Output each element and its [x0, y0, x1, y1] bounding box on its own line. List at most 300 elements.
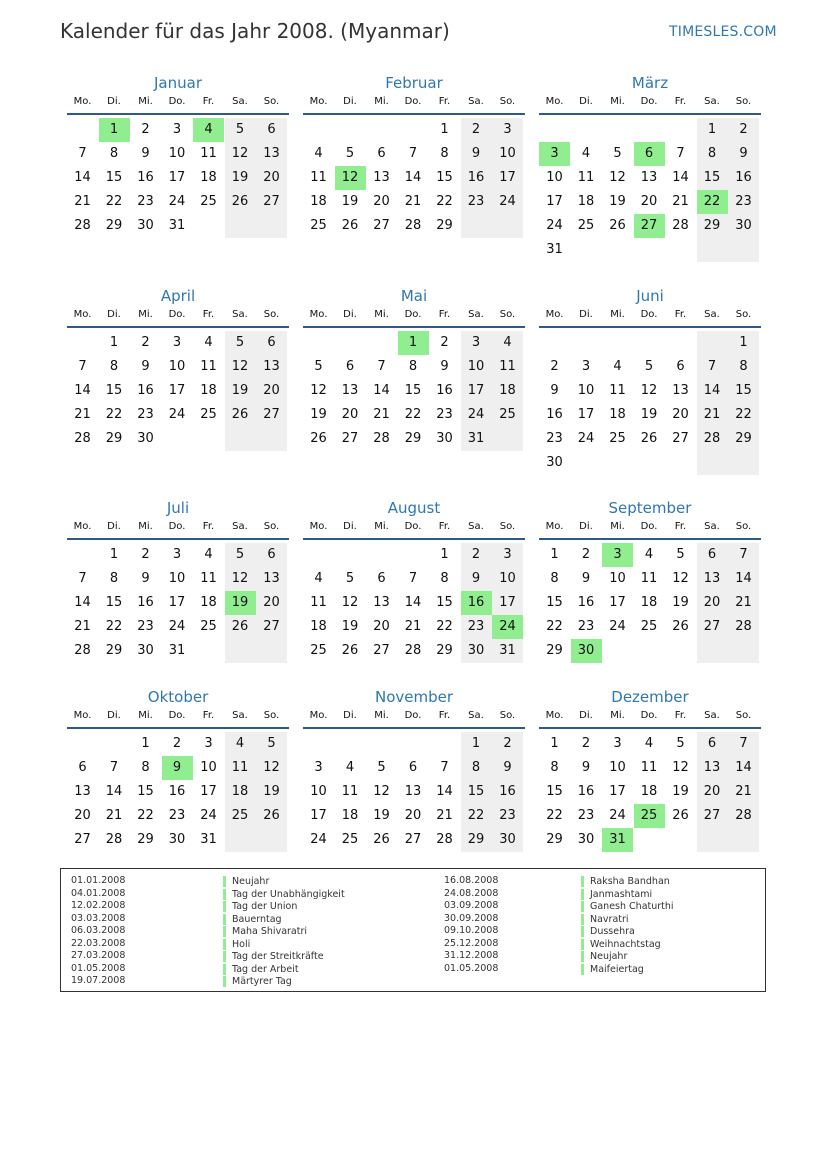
day-cell: 25 [310, 218, 327, 233]
day-cell: 9 [141, 359, 150, 374]
month-name: September [608, 499, 692, 517]
day-cell: 24 [461, 403, 492, 427]
day-cell: 3 [172, 547, 182, 562]
weekday-label: Sa. [704, 309, 720, 320]
day-cell: 9 [581, 571, 591, 586]
day-cell: 27 [74, 832, 91, 847]
day-cell: 24 [577, 431, 595, 446]
day-cell: 25 [577, 218, 595, 233]
day-cell: 5 [676, 547, 685, 562]
day-cell: 29 [404, 431, 422, 446]
day-cell: 7 [728, 732, 759, 756]
weekday-label: Sa. [468, 710, 484, 721]
day-cell: 12 [225, 355, 256, 379]
day-cell: 25 [640, 619, 658, 634]
day-cell: 16 [728, 166, 759, 190]
day-cell: 6 [377, 146, 386, 161]
day-cell: 11 [577, 170, 595, 185]
weekend-empty-cell [697, 331, 728, 355]
day-cell: 24 [168, 619, 186, 634]
day-cell: 12 [640, 383, 658, 398]
weekday-label: Fr. [202, 710, 215, 721]
weekday-label: Di. [579, 710, 593, 721]
day-cell: 18 [310, 194, 327, 209]
weekday-label: So. [499, 96, 516, 107]
day-cell: 9 [141, 146, 150, 161]
weekday-label: Sa. [468, 96, 484, 107]
holiday-name: Janmashtami [581, 889, 652, 900]
day-cell: 19 [225, 166, 256, 190]
weekday-label: Do. [404, 309, 422, 320]
day-cell: 14 [436, 784, 453, 799]
day-cell: 11 [341, 784, 359, 799]
weekend-empty-cell [728, 828, 759, 852]
day-cell: 5 [345, 146, 355, 161]
day-cell: 2 [492, 732, 523, 756]
day-cell: 18 [341, 808, 359, 823]
day-cell: 23 [728, 190, 759, 214]
day-cell: 2 [581, 736, 591, 751]
holiday-date: 25.12.2008 [444, 937, 499, 949]
day-cell: 29 [105, 431, 123, 446]
day-cell: 13 [672, 383, 689, 398]
day-cell: 21 [404, 194, 422, 209]
day-cell: 13 [373, 170, 390, 185]
weekend-empty-cell [256, 639, 287, 663]
weekday-header [539, 96, 761, 115]
holiday-day-cell: 4 [193, 118, 224, 142]
day-cell: 6 [408, 760, 418, 775]
weekday-label: Fr. [202, 96, 215, 107]
day-cell: 13 [256, 567, 287, 591]
day-cell: 28 [373, 431, 390, 446]
holiday-name: Tag der Arbeit [223, 964, 299, 975]
day-cell: 14 [404, 170, 422, 185]
weekday-label: Mi. [610, 309, 625, 320]
weekend-empty-cell [697, 639, 728, 663]
holiday-date: 24.08.2008 [444, 887, 499, 899]
weekday-label: Mi. [138, 96, 153, 107]
day-cell: 28 [74, 431, 91, 446]
day-cell: 20 [341, 407, 359, 422]
day-cell: 4 [644, 547, 654, 562]
day-cell: 2 [581, 547, 591, 562]
day-cell: 20 [256, 379, 287, 403]
day-cell: 13 [404, 784, 422, 799]
holiday-date: 27.03.2008 [71, 950, 126, 961]
holiday-day-cell: 9 [162, 756, 193, 780]
weekday-header [303, 309, 525, 328]
holiday-date: 22.03.2008 [71, 937, 126, 949]
day-cell: 11 [609, 383, 626, 398]
day-cell: 15 [436, 595, 453, 610]
day-cell: 9 [492, 756, 523, 780]
day-cell: 24 [546, 218, 563, 233]
weekend-empty-cell [225, 214, 256, 238]
day-cell: 2 [141, 122, 150, 137]
holiday-name: Weihnachtstag [581, 939, 661, 950]
day-cell: 7 [440, 760, 449, 775]
weekday-label: Mi. [374, 96, 389, 107]
day-cell: 7 [78, 146, 87, 161]
day-cell: 16 [577, 595, 595, 610]
day-cell: 31 [168, 643, 186, 658]
weekday-label: So. [735, 309, 752, 320]
day-cell: 22 [436, 194, 453, 209]
day-cell: 27 [256, 190, 287, 214]
weekday-label: So. [499, 521, 516, 532]
day-cell: 3 [461, 331, 492, 355]
day-cell: 17 [200, 784, 217, 799]
weekday-label: Mi. [138, 309, 153, 320]
day-cell: 18 [609, 407, 626, 422]
holiday-name: Tag der Unabhängigkeit [223, 889, 345, 900]
day-cell: 3 [492, 118, 523, 142]
weekday-header [67, 710, 289, 729]
day-cell: 3 [314, 760, 323, 775]
weekday-label: Sa. [704, 521, 720, 532]
day-cell: 22 [461, 804, 492, 828]
day-cell: 1 [440, 122, 449, 137]
day-cell: 4 [613, 359, 622, 374]
day-cell: 26 [672, 619, 689, 634]
day-cell: 9 [141, 571, 150, 586]
day-cell: 14 [74, 383, 91, 398]
holiday-day-cell: 22 [697, 190, 728, 214]
day-cell: 21 [373, 407, 390, 422]
day-cell: 1 [728, 331, 759, 355]
weekday-label: Mi. [374, 710, 389, 721]
weekday-label: Mi. [374, 309, 389, 320]
day-cell: 30 [137, 218, 154, 233]
day-cell: 24 [609, 619, 626, 634]
day-cell: 30 [728, 214, 759, 238]
day-cell: 8 [550, 760, 559, 775]
day-cell: 5 [256, 732, 287, 756]
day-cell: 16 [577, 784, 595, 799]
day-cell: 21 [672, 194, 689, 209]
day-cell: 13 [256, 142, 287, 166]
day-cell: 26 [640, 431, 658, 446]
day-cell: 28 [105, 832, 123, 847]
day-cell: 5 [377, 760, 386, 775]
day-cell: 13 [256, 355, 287, 379]
weekday-label: Sa. [468, 309, 484, 320]
day-cell: 6 [377, 571, 386, 586]
day-cell: 28 [404, 643, 422, 658]
weekday-label: Mo. [73, 309, 92, 320]
day-cell: 23 [137, 194, 154, 209]
day-cell: 1 [440, 547, 449, 562]
day-cell: 5 [345, 571, 355, 586]
day-cell: 8 [440, 571, 449, 586]
day-cell: 23 [461, 190, 492, 214]
weekday-label: Fr. [674, 521, 687, 532]
day-cell: 21 [728, 780, 759, 804]
day-cell: 17 [168, 383, 186, 398]
weekday-label: Di. [343, 710, 357, 721]
day-cell: 29 [137, 832, 154, 847]
holiday-date: 30.09.2008 [444, 912, 499, 924]
day-cell: 28 [404, 218, 422, 233]
day-cell: 30 [461, 639, 492, 663]
weekday-label: Mo. [73, 96, 92, 107]
weekday-label: Do. [640, 521, 658, 532]
weekday-label: Do. [404, 521, 422, 532]
day-cell: 22 [105, 194, 123, 209]
day-cell: 3 [172, 122, 182, 137]
day-cell: 8 [141, 760, 150, 775]
day-cell: 7 [377, 359, 386, 374]
day-cell: 21 [697, 403, 728, 427]
day-cell: 4 [492, 331, 523, 355]
day-cell: 24 [310, 832, 327, 847]
month-name: April [160, 287, 196, 305]
day-cell: 10 [168, 571, 186, 586]
holiday-name: Tag der Streitkräfte [223, 951, 324, 962]
day-cell: 21 [404, 619, 422, 634]
day-cell: 10 [492, 142, 523, 166]
day-cell: 1 [109, 547, 119, 562]
day-cell: 30 [492, 828, 523, 852]
day-cell: 15 [697, 166, 728, 190]
day-cell: 26 [225, 190, 256, 214]
day-cell: 15 [105, 595, 123, 610]
holiday-date: 16.08.2008 [444, 875, 499, 886]
day-cell: 13 [697, 756, 728, 780]
weekday-label: Do. [404, 710, 422, 721]
weekday-label: Di. [107, 309, 121, 320]
day-cell: 6 [676, 359, 685, 374]
day-cell: 9 [440, 359, 449, 374]
weekday-label: So. [499, 710, 516, 721]
day-cell: 30 [436, 431, 453, 446]
weekday-label: Do. [168, 309, 186, 320]
day-cell: 20 [697, 780, 728, 804]
day-cell: 25 [225, 804, 256, 828]
day-cell: 30 [168, 832, 186, 847]
day-cell: 7 [676, 146, 685, 161]
day-cell: 10 [310, 784, 327, 799]
day-cell: 4 [345, 760, 355, 775]
day-cell: 14 [728, 756, 759, 780]
holiday-name: Neujahr [223, 876, 269, 887]
day-cell: 1 [550, 547, 559, 562]
weekend-empty-cell [225, 427, 256, 451]
day-cell: 19 [310, 407, 327, 422]
day-cell: 25 [492, 403, 523, 427]
day-cell: 20 [256, 166, 287, 190]
weekday-label: Sa. [232, 96, 248, 107]
holiday-day-cell: 12 [335, 166, 366, 190]
day-cell: 13 [373, 595, 390, 610]
day-cell: 10 [609, 760, 626, 775]
weekday-label: So. [735, 521, 752, 532]
weekday-label: Di. [579, 96, 593, 107]
day-cell: 26 [225, 615, 256, 639]
day-cell: 15 [728, 379, 759, 403]
day-cell: 7 [78, 571, 87, 586]
day-cell: 9 [550, 383, 559, 398]
weekday-label: Mi. [610, 521, 625, 532]
holiday-date: 03.03.2008 [71, 912, 126, 924]
weekend-empty-cell [492, 214, 523, 238]
holiday-date: 12.02.2008 [71, 900, 126, 911]
day-cell: 28 [728, 804, 759, 828]
day-cell: 25 [310, 643, 327, 658]
day-cell: 10 [609, 571, 626, 586]
day-cell: 23 [137, 407, 154, 422]
day-cell: 10 [492, 567, 523, 591]
day-cell: 21 [74, 619, 91, 634]
month-name: Februar [385, 74, 443, 92]
day-cell: 15 [105, 383, 123, 398]
weekday-label: Di. [579, 309, 593, 320]
holiday-name: Neujahr [581, 951, 627, 962]
day-cell: 8 [109, 146, 119, 161]
day-cell: 23 [436, 407, 453, 422]
day-cell: 22 [105, 407, 123, 422]
day-cell: 12 [341, 595, 359, 610]
day-cell: 2 [141, 547, 150, 562]
day-cell: 30 [577, 832, 595, 847]
day-cell: 2 [172, 736, 182, 751]
day-cell: 3 [172, 335, 182, 350]
holiday-date: 09.10.2008 [444, 925, 499, 936]
day-cell: 20 [404, 808, 422, 823]
day-cell: 19 [341, 619, 359, 634]
day-cell: 29 [461, 828, 492, 852]
weekday-label: So. [263, 96, 280, 107]
weekday-label: Mi. [138, 521, 153, 532]
day-cell: 14 [404, 595, 422, 610]
day-cell: 6 [697, 543, 728, 567]
weekday-label: Mo. [73, 710, 92, 721]
day-cell: 23 [577, 808, 595, 823]
day-cell: 22 [546, 619, 563, 634]
weekend-empty-cell [697, 828, 728, 852]
weekday-label: Di. [579, 521, 593, 532]
day-cell: 25 [200, 619, 217, 634]
day-cell: 17 [492, 591, 523, 615]
weekday-label: Do. [168, 96, 186, 107]
day-cell: 3 [581, 359, 591, 374]
day-cell: 16 [492, 780, 523, 804]
weekday-label: So. [263, 521, 280, 532]
day-cell: 1 [141, 736, 150, 751]
day-cell: 26 [341, 643, 359, 658]
weekday-label: Mo. [545, 96, 564, 107]
weekday-label: Mi. [610, 710, 625, 721]
day-cell: 4 [581, 146, 591, 161]
weekday-label: Do. [640, 309, 658, 320]
day-cell: 4 [225, 732, 256, 756]
weekday-header [303, 521, 525, 540]
day-cell: 7 [109, 760, 119, 775]
weekday-label: Mo. [309, 96, 328, 107]
weekday-label: Sa. [232, 309, 248, 320]
day-cell: 12 [256, 756, 287, 780]
day-cell: 19 [672, 784, 689, 799]
holiday-name: Maifeiertag [581, 964, 644, 975]
day-cell: 4 [314, 146, 323, 161]
weekday-label: Do. [168, 710, 186, 721]
day-cell: 18 [225, 780, 256, 804]
holiday-day-cell: 1 [398, 331, 429, 355]
day-cell: 13 [697, 567, 728, 591]
day-cell: 12 [672, 760, 689, 775]
day-cell: 22 [137, 808, 154, 823]
weekday-label: Fr. [674, 309, 687, 320]
day-cell: 31 [200, 832, 217, 847]
holiday-name: Bauerntag [223, 914, 282, 925]
day-cell: 7 [78, 359, 87, 374]
day-cell: 26 [341, 218, 359, 233]
month-name: Dezember [611, 688, 689, 706]
day-cell: 16 [137, 383, 154, 398]
day-cell: 12 [310, 383, 327, 398]
day-cell: 5 [225, 331, 256, 355]
day-cell: 16 [436, 383, 453, 398]
day-cell: 28 [436, 832, 453, 847]
day-cell: 3 [492, 543, 523, 567]
weekday-label: Mo. [309, 309, 328, 320]
day-cell: 27 [256, 615, 287, 639]
day-cell: 21 [436, 808, 453, 823]
day-cell: 24 [200, 808, 217, 823]
weekend-empty-cell [256, 427, 287, 451]
day-cell: 23 [577, 619, 595, 634]
day-cell: 18 [310, 619, 327, 634]
brand-link[interactable]: TIMESLES.COM [669, 24, 777, 40]
day-cell: 19 [672, 595, 689, 610]
weekend-empty-cell [697, 451, 728, 475]
day-cell: 6 [697, 732, 728, 756]
day-cell: 14 [728, 567, 759, 591]
weekday-label: Sa. [704, 710, 720, 721]
month-name: November [374, 688, 454, 706]
day-cell: 23 [168, 808, 186, 823]
day-cell: 15 [461, 780, 492, 804]
day-cell: 30 [137, 643, 154, 658]
holiday-date: 01.05.2008 [71, 962, 126, 974]
weekday-label: Do. [640, 96, 658, 107]
day-cell: 18 [577, 194, 595, 209]
weekday-label: Mi. [610, 96, 625, 107]
day-cell: 29 [546, 832, 563, 847]
weekday-header [303, 96, 525, 115]
day-cell: 21 [728, 591, 759, 615]
day-cell: 28 [672, 218, 689, 233]
weekday-label: Mo. [309, 710, 328, 721]
day-cell: 29 [436, 218, 453, 233]
holiday-day-cell: 3 [539, 142, 570, 166]
day-cell: 31 [546, 242, 563, 257]
day-cell: 7 [408, 571, 418, 586]
day-cell: 26 [373, 832, 390, 847]
weekend-empty-cell [728, 639, 759, 663]
weekday-label: Fr. [202, 521, 215, 532]
day-cell: 6 [78, 760, 87, 775]
weekday-label: Di. [343, 521, 357, 532]
day-cell: 15 [436, 170, 453, 185]
day-cell: 22 [404, 407, 422, 422]
day-cell: 2 [728, 118, 759, 142]
day-cell: 26 [310, 431, 327, 446]
month-name: August [387, 499, 441, 517]
holiday-date: 31.12.2008 [444, 950, 499, 961]
weekday-label: Mo. [73, 521, 92, 532]
